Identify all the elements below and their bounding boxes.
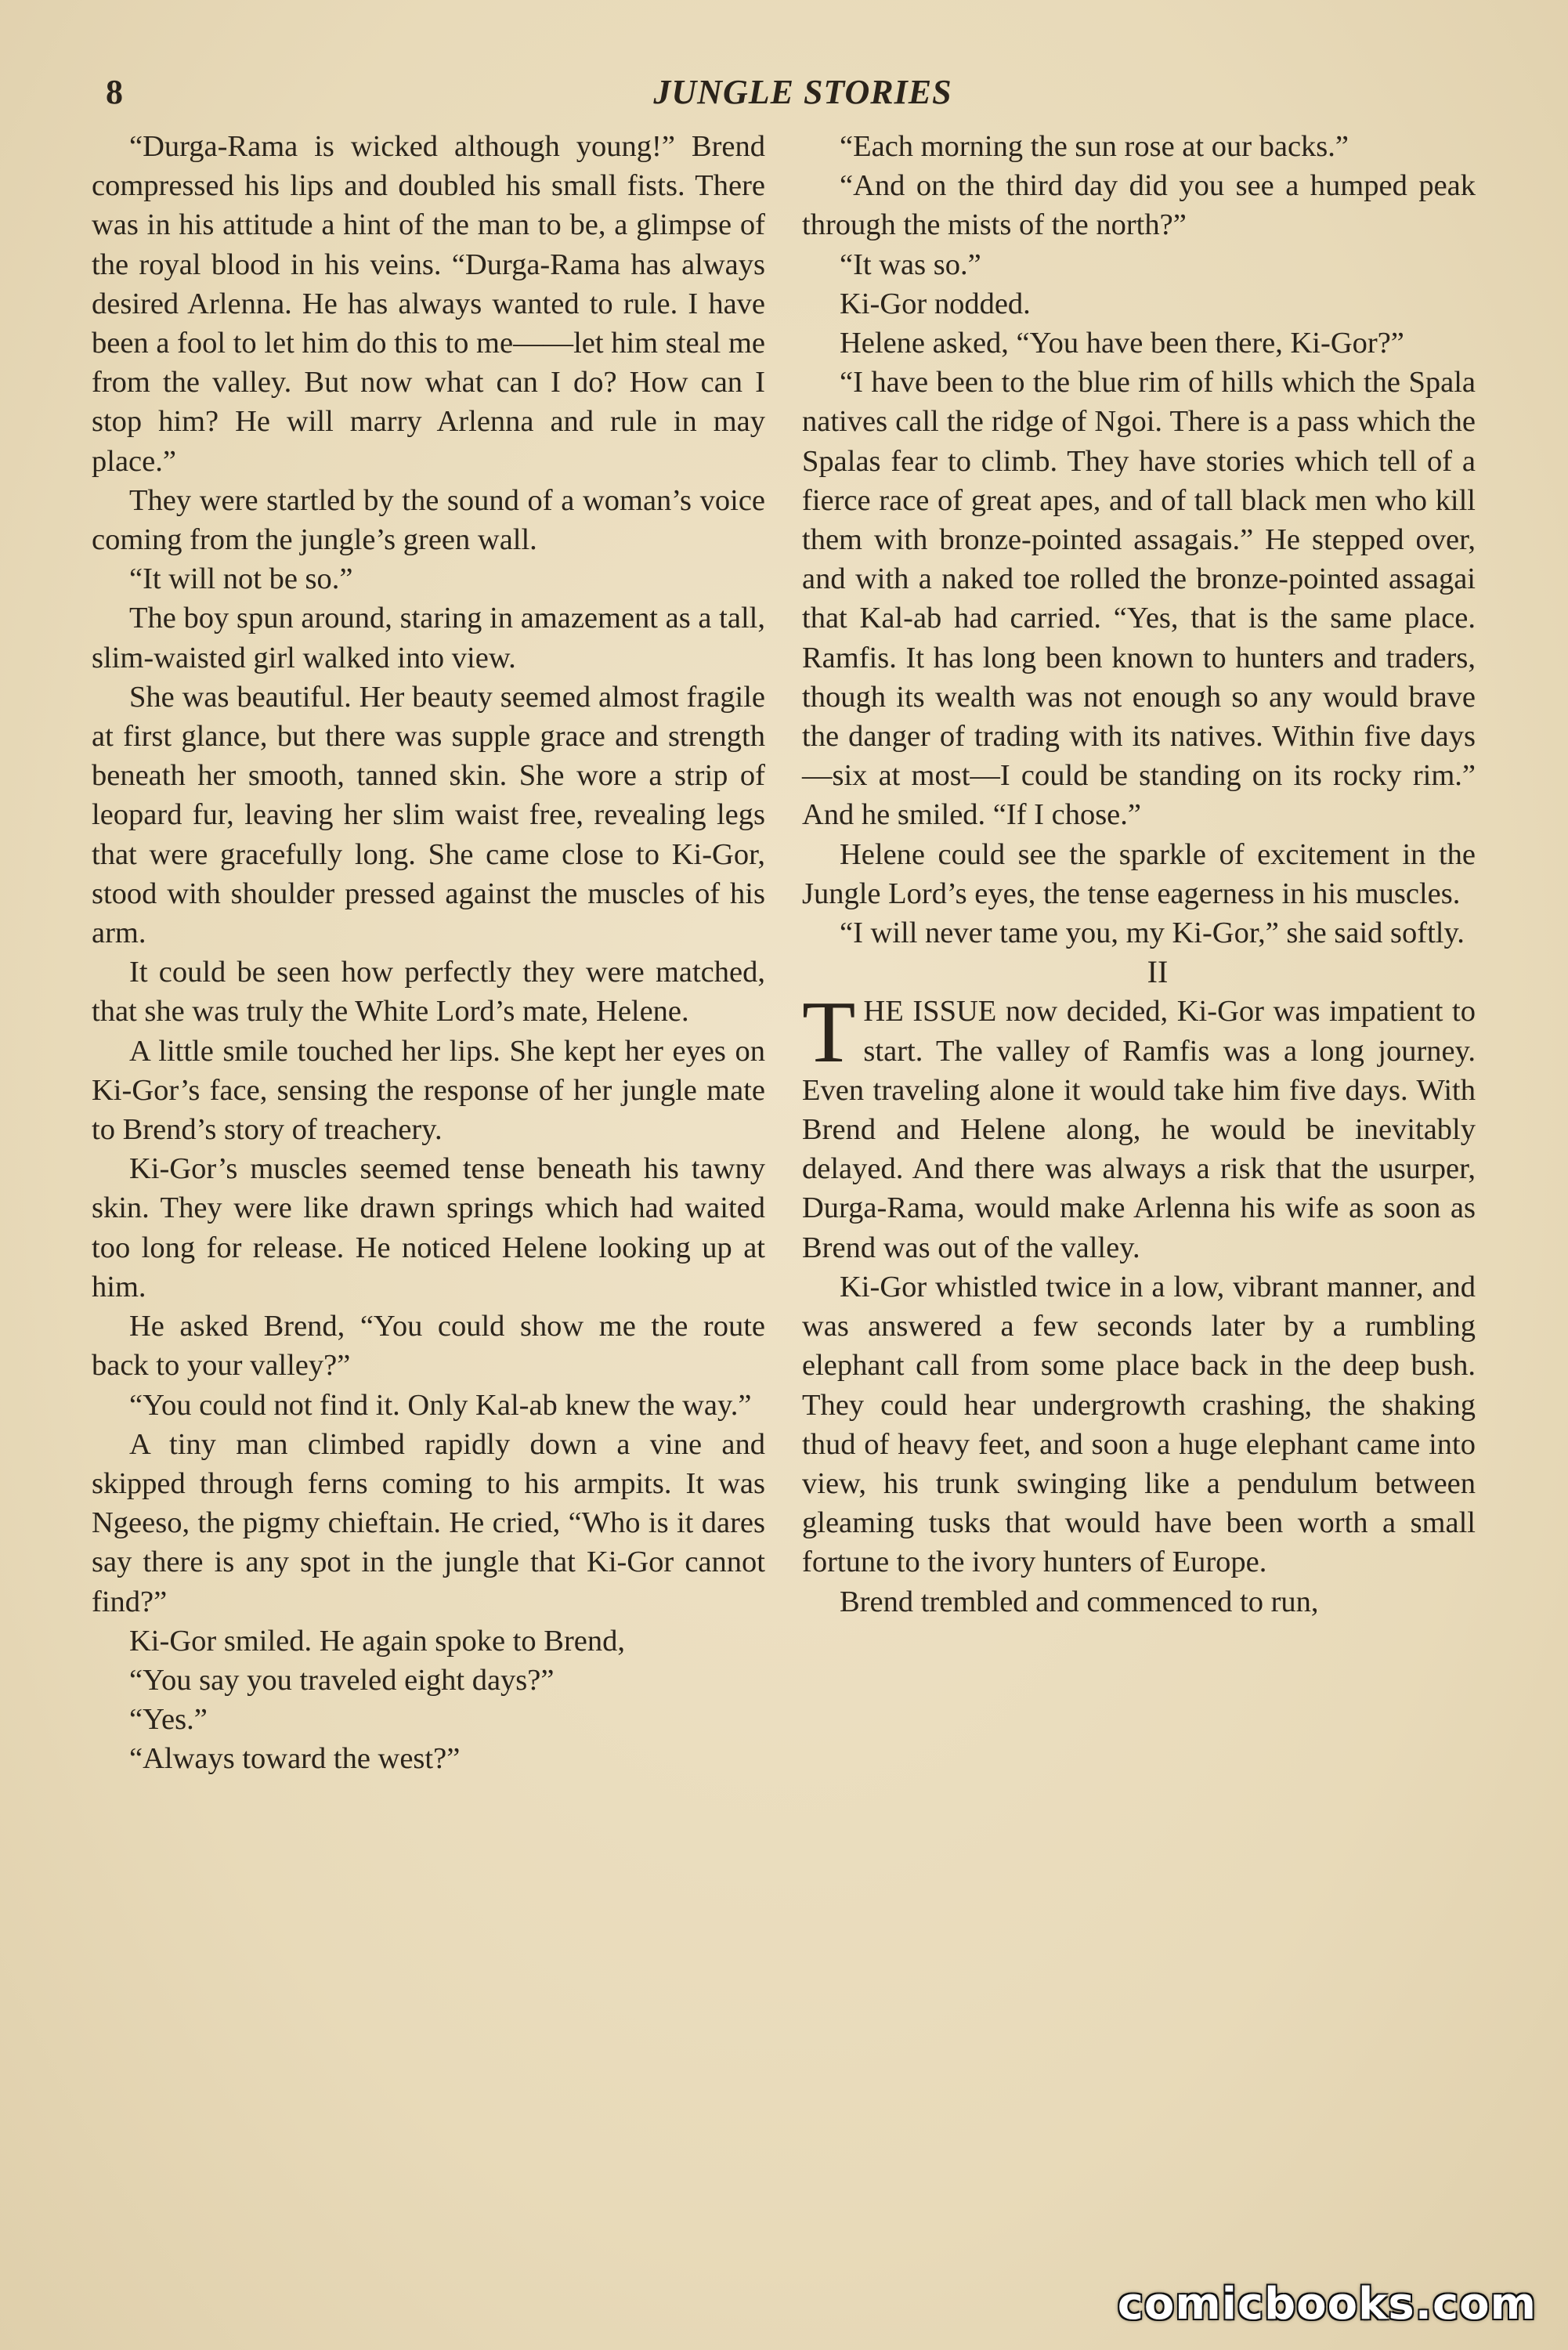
paragraph: “Durga-Rama is wicked although young!” Brend compressed his lips and doubled his small fists. There was in his attitude a hint of the man to be, a glimpse of the royal blood in his veins. “Durga-Rama has always desired Arlenna. He has always wanted to rule. I have been a fool to let him do this to me——let him steal me from the valley. But now what can I do? How can I stop him? He will marry Arlenna and rule in may place.” (92, 130, 765, 478)
left-column (92, 127, 765, 1779)
page-number: 8 (106, 73, 123, 111)
paragraph: “It was so.” (840, 248, 981, 281)
paragraph: “Each morning the sun rose at our backs.” (840, 130, 1349, 163)
paragraph: “You could not find it. Only Kal-ab knew the way.” (129, 1388, 752, 1422)
paragraph: A little smile touched her lips. She kept her eyes on Ki-Gor’s face, sensing the response of her jungle mate to Brend’s story of treachery. (92, 1034, 765, 1147)
paragraph: He asked Brend, “You could show me the route back to your valley?” (92, 1310, 765, 1383)
magazine-title: JUNGLE STORIES (653, 73, 952, 111)
paragraph: It could be seen how perfectly they were matched, that she was truly the White Lord’s mate, Helene. (92, 956, 765, 1029)
paragraph: Ki-Gor’s muscles seemed tense beneath his tawny skin. They were like drawn springs which had waited too long for release. He noticed Helene looking up at him. (92, 1152, 765, 1303)
section-opening-paragraph (802, 984, 1476, 1267)
paragraph: They were startled by the sound of a woman’s voice coming from the jungle’s green wall. (92, 483, 765, 557)
paragraph: “You say you traveled eight days?” (129, 1663, 555, 1697)
section-opening-text: HE ISSUE now decided, Ki-Gor was impatient to start. The valley of Ramfis was a long journey. Even traveling alone it would take him five days. With Brend and Helene along, he would be inevitably delayed. And there was always a risk that the usurper, Durga-Rama, would make Arlenna his wife as soon as Brend was out of the valley. (802, 995, 1476, 1264)
paragraph: “It will not be so.” (129, 562, 353, 596)
right-column (802, 127, 1476, 1622)
paragraph: Helene could see the sparkle of excitement in the Jungle Lord’s eyes, the tense eagerness in his muscles. (802, 837, 1476, 910)
paragraph: “I will never tame you, my Ki-Gor,” she said softly. (840, 916, 1465, 950)
paragraph: “Always toward the west?” (129, 1742, 461, 1776)
section-number: II (1147, 954, 1169, 990)
paragraph: The boy spun around, staring in amazement as a tall, slim-waisted girl walked into view. (92, 602, 765, 674)
paragraph: Helene asked, “You have been there, Ki-Gor?” (840, 327, 1404, 360)
paragraph: A tiny man climbed rapidly down a vine and skipped through ferns coming to his armpits. It was Ngeeso, the pigmy chieftain. He cried, “Who is it dares say there is any spot in the jungle that Ki-Gor cannot find?” (92, 1427, 765, 1618)
paragraph: Brend trembled and commenced to run, (840, 1585, 1319, 1618)
paragraph: She was beautiful. Her beauty seemed almost fragile at first glance, but there was supple grace and strength beneath her smooth, tanned skin. She wore a strip of leopard fur, leaving her slim waist free, revealing legs that were gracefully long. She came close to Ki-Gor, stood with shoulder pressed against the muscles of his arm. (92, 680, 765, 950)
paragraph: “I have been to the blue rim of hills which the Spala natives call the ridge of Ngoi. There is a pass which the Spalas fear to climb. They have stories which tell of a fierce race of great apes, and of tall black men who kill them with bronze-pointed assagais.” He stepped over, and with a naked toe rolled the bronze-pointed assagai that Kal-ab had carried. “Yes, that is the same place. Ramfis. It has long been known to hunters and traders, though its wealth was not enough so any would brave the danger of trading with its natives. Within five days—six at most—I could be standing on its rocky rim.” And he smiled. “If I chose.” (802, 366, 1476, 832)
paragraph: Ki-Gor smiled. He again spoke to Brend, (129, 1624, 625, 1658)
drop-cap: T (802, 984, 856, 1082)
site-watermark: comicbooks.com (1117, 2279, 1537, 2330)
running-header (90, 72, 1469, 119)
paragraph: “And on the third day did you see a humped peak through the mists of the north?” (802, 169, 1476, 242)
paragraph: Ki-Gor whistled twice in a low, vibrant manner, and was answered a few seconds later by a rumbling elephant call from some place back in the deep bush. They could hear undergrowth crashing, the shaking thud of heavy feet, and soon a huge elephant came into view, his trunk swinging like a pendulum between gleaming tusks that would have been worth a small fortune to the ivory hunters of Europe. (802, 1270, 1476, 1579)
paragraph: “Yes.” (129, 1703, 208, 1737)
paragraph: Ki-Gor nodded. (840, 287, 1031, 320)
